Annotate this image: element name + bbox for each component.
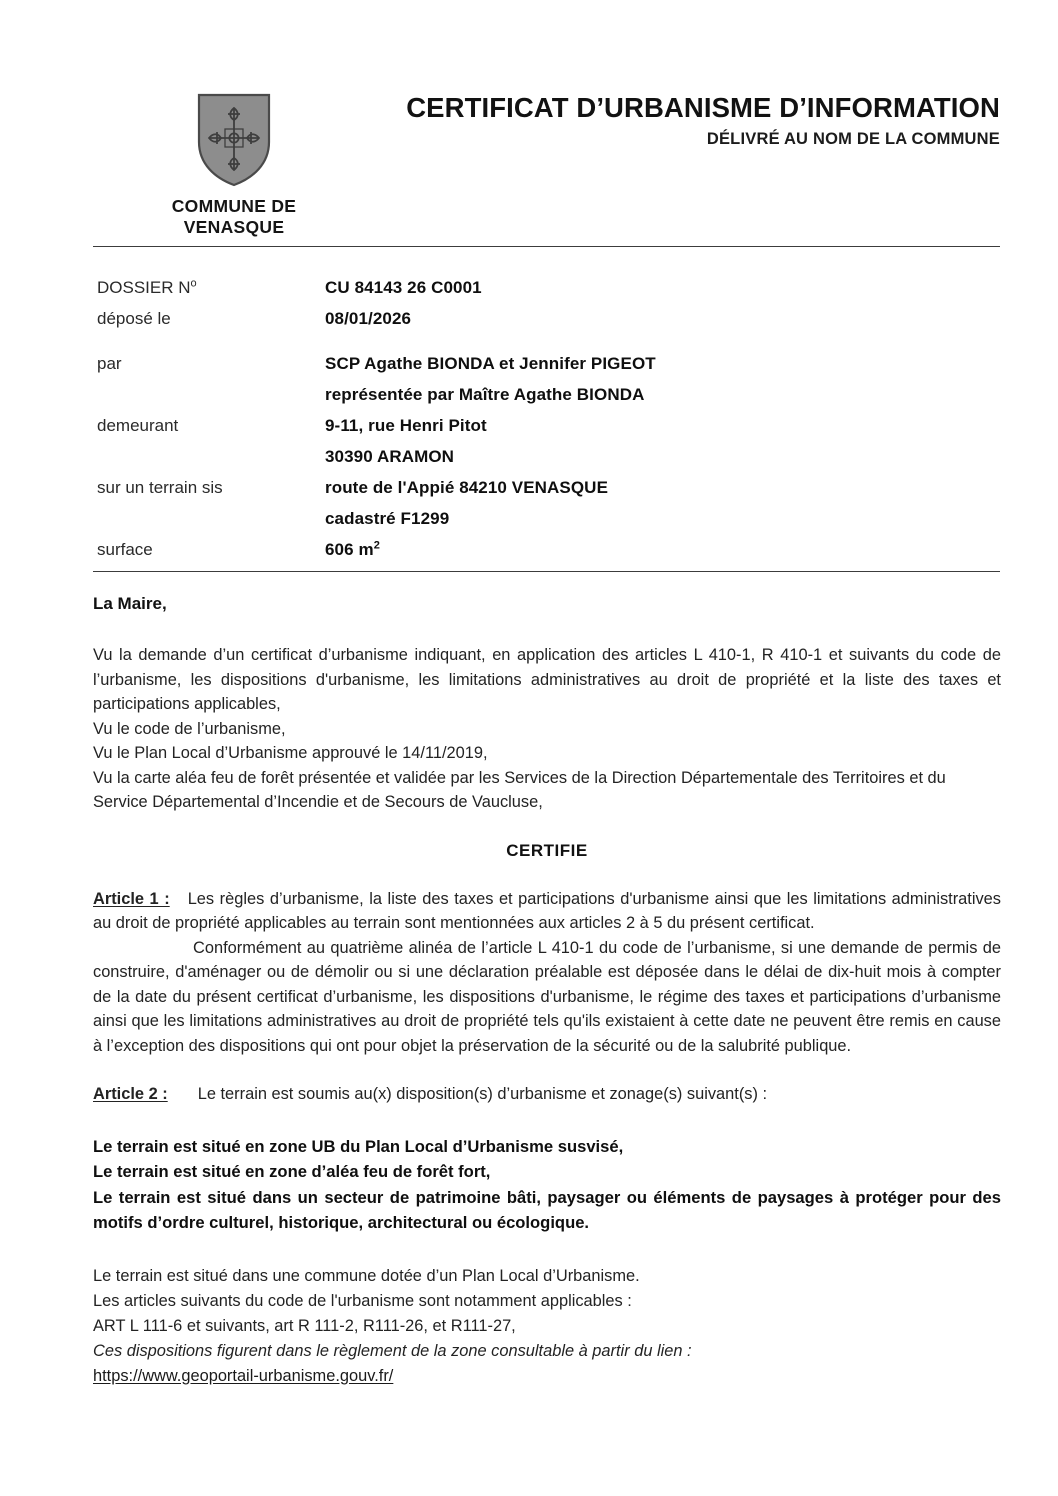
commune-name-line2: VENASQUE	[183, 217, 285, 237]
closing-statement-2: Les articles suivants du code de l'urbanisme sont notamment applicables :	[93, 1291, 632, 1310]
closing-articles-list: ART L 111-6 et suivants, art R 111-2, R111-26, et R111-27,	[93, 1316, 516, 1335]
terrain-value: route de l'Appié 84210 VENASQUE	[325, 478, 609, 497]
geoportail-urbanisme-link[interactable]: https://www.geoportail-urbanisme.gouv.fr/	[93, 1366, 394, 1385]
vu-clause-1: Vu la demande d’un certificat d’urbanisme indiquant, en application des articles L 410-1, R 410-1 et suivants du code de l’urbanisme, les dispositions d'urbanisme, les limitations administratives au droit de propriété et la liste des taxes et participations applicables,	[93, 646, 1001, 713]
closing-statement-italic: Ces dispositions figurent dans le règlement de la zone consultable à partir du lien :	[93, 1341, 692, 1360]
par-value-secondary: représentée par Maître Agathe BIONDA	[325, 385, 645, 404]
zone-statements-block	[93, 1134, 1001, 1236]
document-title: CERTIFICAT D’URBANISME D’INFORMATION	[406, 92, 1000, 123]
dossier-label-text: DOSSIER N	[97, 278, 191, 297]
commune-name	[140, 196, 328, 238]
article-2-label: Article 2 :	[93, 1085, 168, 1103]
dossier-info-table	[97, 272, 977, 565]
terrain-cadastre-value: cadastré F1299	[325, 509, 450, 528]
document-header	[0, 0, 1058, 240]
article-2-intro-text: Le terrain est soumis au(x) disposition(s) d’urbanisme et zonage(s) suivant(s) :	[197, 1085, 768, 1103]
dossier-number-row	[97, 272, 977, 303]
demeurant-label: demeurant	[97, 416, 179, 435]
vu-clause-3: Vu le Plan Local d’Urbanisme approuvé le 14/11/2019,	[93, 744, 488, 762]
info-spacer	[97, 334, 977, 348]
demeurant-row	[97, 410, 977, 441]
surface-label: surface	[97, 540, 153, 559]
surface-value	[325, 534, 380, 565]
demeurant-value-secondary: 30390 ARAMON	[325, 447, 455, 466]
vu-clause-2: Vu le code de l’urbanisme,	[93, 719, 286, 738]
closing-statement-1: Le terrain est situé dans une commune dotée d’un Plan Local d’Urbanisme.	[93, 1266, 640, 1285]
signatory-title: La Maire,	[93, 594, 167, 613]
commune-name-line1: COMMUNE DE	[171, 196, 297, 216]
zone-statement-1: Le terrain est situé en zone UB du Plan Local d’Urbanisme susvisé,	[93, 1136, 624, 1156]
par-label: par	[97, 354, 122, 373]
closing-block	[93, 1264, 1001, 1389]
vu-clause-4: Vu la carte aléa feu de forêt présentée et validée par les Services de la Direction Départementale des Territoires et du Service Départemental d’Incendie et de Secours de Vaucluse,	[93, 768, 946, 811]
zone-statement-2: Le terrain est situé en zone d’aléa feu de forêt fort,	[93, 1162, 491, 1181]
terrain-row	[97, 472, 977, 503]
terrain-label: sur un terrain sis	[97, 478, 223, 497]
article-1-text-1: Les règles d’urbanisme, la liste des taxes et participations d'urbanisme ainsi que les limitations administratives au droit de propriété applicables au terrain sont mentionnées aux articles 2 à 5 du présent certificat.	[93, 889, 1001, 932]
certifie-heading: CERTIFIE	[506, 840, 588, 860]
depose-label: déposé le	[97, 309, 171, 328]
article-1-paragraph-1	[93, 887, 1001, 936]
title-block	[406, 92, 1000, 150]
par-row	[97, 348, 977, 379]
dossier-number-value: CU 84143 26 C0001	[325, 278, 482, 297]
surface-row	[97, 534, 977, 565]
document-body	[93, 592, 1001, 1389]
vu-block	[93, 643, 1001, 815]
coat-of-arms-shield-cross-icon	[195, 92, 273, 188]
article-1-label: Article 1 :	[93, 889, 170, 908]
depose-row	[97, 303, 977, 334]
dossier-number-label	[97, 272, 325, 303]
commune-identity-block	[140, 92, 328, 238]
surface-unit-exponent: 2	[373, 539, 380, 552]
article-2-paragraph	[93, 1082, 1001, 1107]
header-divider-rule	[93, 246, 1000, 247]
article-1-paragraph-2: Conformément au quatrième alinéa de l’article L 410-1 du code de l’urbanisme, si une demande de permis de construire, d'aménager ou de démolir ou si une déclaration préalable est déposée dans le délai de dix-huit mois à compter de la date du présent certificat d’urbanisme, les dispositions d'urbanisme, le régime des taxes et participations d’urbanisme ainsi que les limitations administratives au droit de propriété tels qu'ils existaient à cette date ne peuvent être remis en cause à l’exception des dispositions qui ont pour objet la préservation de la sécurité ou de la salubrité publique.	[93, 938, 1001, 1055]
demeurant-value: 9-11, rue Henri Pitot	[325, 416, 487, 435]
zone-statement-3: Le terrain est situé dans un secteur de patrimoine bâti, paysager ou éléments de paysages à protéger pour des motifs d’ordre culturel, historique, architectural ou écologique.	[93, 1187, 1001, 1232]
par-value: SCP Agathe BIONDA et Jennifer PIGEOT	[325, 354, 656, 373]
document-subtitle: DÉLIVRÉ AU NOM DE LA COMMUNE	[706, 130, 1000, 148]
surface-number: 606 m	[325, 540, 374, 559]
dossier-label-ordinal: o	[190, 277, 197, 290]
depose-value: 08/01/2026	[325, 309, 412, 328]
info-divider-rule	[93, 571, 1000, 572]
